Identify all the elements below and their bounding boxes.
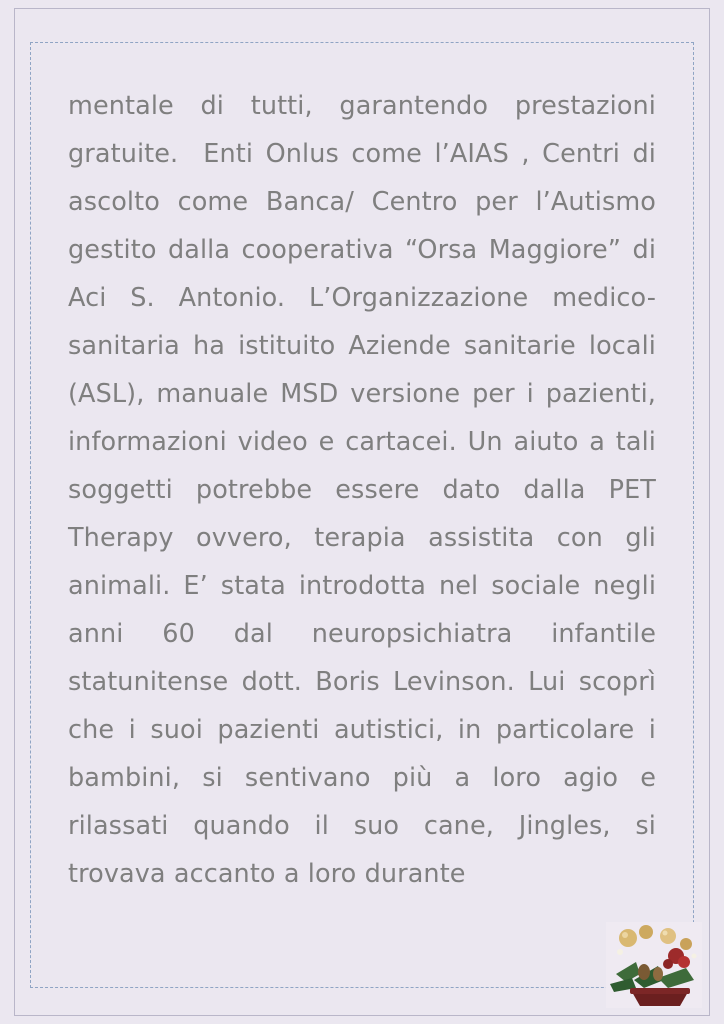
body-paragraph: mentale di tutti, garantendo prestazioni gratuite. Enti Onlus come l’AIAS , Centri di ascolto come Banca/ Centro per l’Autismo gestito dalla cooperativa “Orsa Maggiore” di Aci S. Antonio. L’Organizzazione medico-sanitaria ha istituito Aziende sanitarie locali (ASL), manuale MSD versione per i pazienti, informazioni video e cartacei. Un aiuto a tali soggetti potrebbe essere dato dalla PET Therapy ovvero, terapia assistita con gli animali. E’ stata introdotta nel sociale negli anni 60 dal neuropsichiatra infantile statunitense dott. Boris Levinson. Lui scoprì che i suoi pazienti autistici, in particolare i bambini, si sentivano più a loro agio e rilassati quando il suo cane, Jingles, si trovava accanto a loro durante: [68, 91, 665, 889]
page-content: [68, 82, 665, 898]
christmas-arrangement-image: [606, 922, 702, 1008]
